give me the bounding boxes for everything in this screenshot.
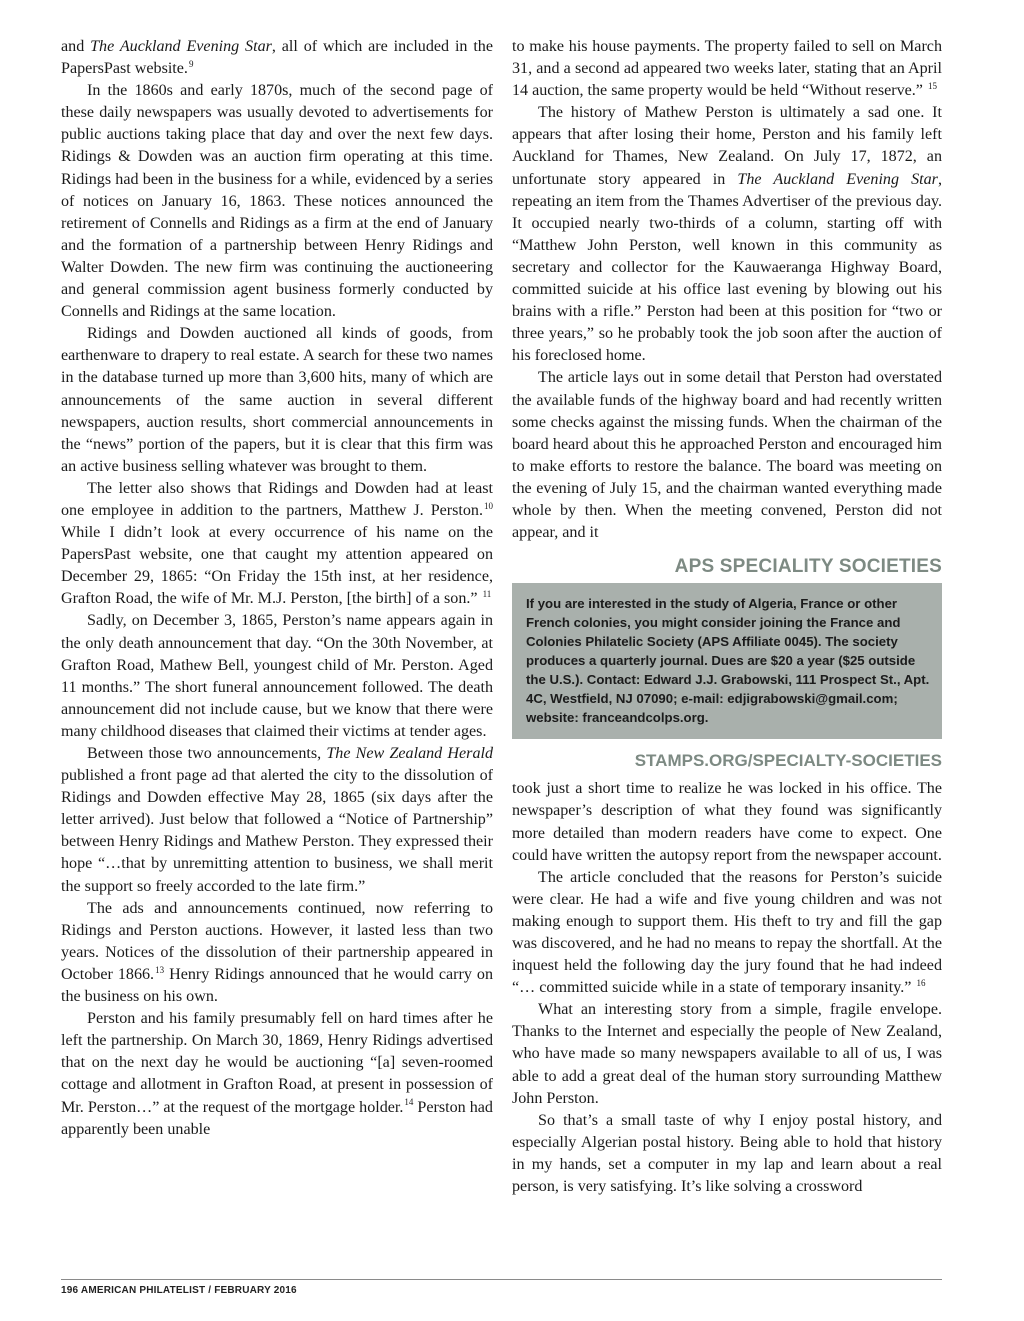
paragraph — [61, 1008, 493, 1141]
paragraph: What an interesting story from a simple, fragile envelope. Thanks to the Internet and especially the people of New Zealand, who have made so many newspapers available to all of us, I was able to add a great deal of the human story surrounding Matthew John Perston. — [512, 1001, 942, 1107]
text-run: and — [61, 38, 91, 55]
publication-title: The New Zealand Herald — [326, 745, 494, 762]
text-run: Perston had apparently been unable — [61, 1098, 493, 1138]
paragraph: Ridings and Dowden auctioned all kinds of goods, from earthenware to drapery to real estate. A search for these two names in the database turned up more than 3,600 hits, many of which are announcements of the same auction in several different newspapers, auction results, short commercial announcements in the “news” portion of the papers, but it is clear that this firm was an active business selling whatever was brought to them. — [61, 325, 493, 475]
text-run: published a front page ad that alerted the city to the dissolution of Ridings and Dowden effective May 28, 1865 (six days after the letter arrived). Just below that followed a “Notice of Partnership” between Henry Ridings and Mathew Perston. They expressed their hope “…that by unremitting attention to business, we shall merit the support so freely accorded to the late firm.” — [61, 767, 493, 895]
paragraph: The article lays out in some detail that Perston had overstated the available funds of the highway board and had recently written some checks against the missing funds. When the chairman of the board heard about this he approached Perston and encouraged him to make efforts to restore the balance. The board was meeting on the evening of July 15, and the chairman wanted everything made whole by then. When the meeting convened, Perston did not appear, and it — [512, 369, 942, 542]
text-run: The article concluded that the reasons for Perston’s suicide were clear. He had a wife and five young children and was not making enough to support them. His theft to try and fill the gap was discovered, and he had no means to repay the shortfall. At the inquest held the following day the jury found that he had indeed “… committed suicide while in a state of temporary insanity.” — [512, 868, 942, 997]
left-column — [61, 36, 493, 1141]
footnote-ref: 9 — [188, 58, 194, 69]
text-run: to make his house payments. The property failed to sell on March 31, and a second ad appeared two weeks later, stating that an April 14 auction, the same property would be held “Without reserve.” — [512, 38, 942, 100]
paragraph — [512, 867, 942, 1000]
sidebar-link[interactable]: STAMPS.ORG/SPECIALTY-SOCIETIES — [634, 751, 942, 771]
paragraph — [61, 898, 493, 1008]
footnote-ref: 16 — [916, 977, 926, 988]
paragraph — [61, 478, 493, 611]
footnote-ref: 10 — [484, 500, 493, 511]
text-run: While I didn’t look at every occurrence of his name on the PapersPast website, one that caught my attention appeared on December 29, 1865: “On Friday the 15th inst, at her residence, Grafton Road, the wife of Mr. M.J. Perston, [the birth] of a son.” — [61, 524, 493, 608]
paragraph: In the 1860s and early 1870s, much of the second page of these daily newspapers was usually devoted to advertisements for public auctions taking place that day and over the next few days. Ridings & Dowden was an auction firm operating at this time. Ridings had been in the business for a while, evidenced by a series of notices on January 16, 1863. These notices announced the retirement of Connells and Ridings as a firm at the end of January and the formation of a partnership between Henry Ridings and Walter Dowden. The new firm was continuing the auctioneering and general commission agent business formerly conducted by Connells and Ridings at the same location. — [61, 82, 493, 321]
text-run: , repeating an item from the Thames Advertiser of the previous day. It occupied nearly two-thirds of a column, starting off with “Matthew John Perston, well known in this community as secretary and collector for the Kauwaeranga Highway Board, committed suicide at his office last evening by blowing out his brains with a rifle.” Perston had been at this position for “two or three years,” so he probably took the job soon after the auction of his foreclosed home. — [512, 170, 942, 365]
paragraph — [512, 102, 942, 367]
text-run: The ads and announcements continued, now referring to Ridings and Perston auctions. However, it lasted less than two years. Notices of the dissolution of their partnership appeared in October 1866. — [61, 899, 493, 983]
text-run: Henry Ridings announced that he would carry on the business on his own. — [61, 965, 493, 1006]
text-run: The history of Mathew Perston is ultimately a sad one. It appears that after losing their home, Perston and his family left Auckland for Thames, New Zealand. On July 17, 1872, an unfortunate story appeared in — [512, 104, 942, 188]
footnote-ref: 15 — [927, 80, 937, 91]
paragraph — [61, 743, 493, 898]
text-run: Between those two announcements, — [87, 745, 327, 762]
publication-title: The Auckland Evening Star — [737, 170, 938, 188]
footnote-ref: 11 — [482, 588, 492, 599]
text-run: Perston and his family presumably fell on hard times after he left the partnership. On March 30, 1869, Henry Ridings advertised that on the next day he would be auctioning “[a] seven-roomed cottage and allotment in Grafton Road, at present in possession of Mr. Perston…” at the request of the mortgage holder. — [61, 1010, 493, 1116]
right-column — [512, 36, 942, 1198]
footnote-ref: 14 — [404, 1097, 414, 1108]
paragraph — [512, 36, 942, 102]
publication-title: The Auckland Evening Star — [90, 38, 272, 55]
footer-rule — [61, 1279, 942, 1280]
sidebar-box: If you are interested in the study of Algeria, France or other French colonies, you might consider joining the France and Colonies Philatelic Society (APS Affiliate 0045). The society produces a quarterly journal. Dues are $20 a year ($25 outside the U.S.). Contact: Edward J.J. Grabowski, 111 Prospect St., Apt. 4C, Westfield, NJ 07090; e-mail: edjigrabowski@gmail.com; website: franceandcolps.org. — [512, 583, 942, 739]
society-sidebar — [512, 556, 942, 772]
paragraph: Sadly, on December 3, 1865, Perston’s name appears again in the only death announcement that day. “On the 30th November, at Grafton Road, Mathew Bell, youngest child of Mr. Perston. Aged 11 months.” The short funeral announcement followed. The death announcement did not include cause, but we know that there were many childhood diseases that claimed their victims at tender ages. — [61, 612, 493, 740]
paragraph — [61, 36, 493, 80]
sidebar-heading: APS SPECIALITY SOCIETIES — [674, 556, 942, 578]
paragraph: took just a short time to realize he was locked in his office. The newspaper’s description of what they found was significantly more detailed than modern readers have come to expect. One could have written the autopsy report from the newspaper account. — [512, 780, 942, 864]
footnote-ref: 13 — [155, 964, 165, 975]
page-footer: 196 AMERICAN PHILATELIST / FEBRUARY 2016 — [61, 1285, 297, 1296]
paragraph: So that’s a small taste of why I enjoy postal history, and especially Algerian postal history. Being able to hold that history in my hands, set a computer in my lap and learn about a real person, is very satisfying. It’s like solving a crossword — [512, 1111, 942, 1196]
text-run: , all of which are included in the PapersPast website. — [61, 38, 493, 78]
text-run: The letter also shows that Ridings and Dowden had at least one employee in addition to the partners, Matthew J. Perston. — [61, 479, 493, 519]
